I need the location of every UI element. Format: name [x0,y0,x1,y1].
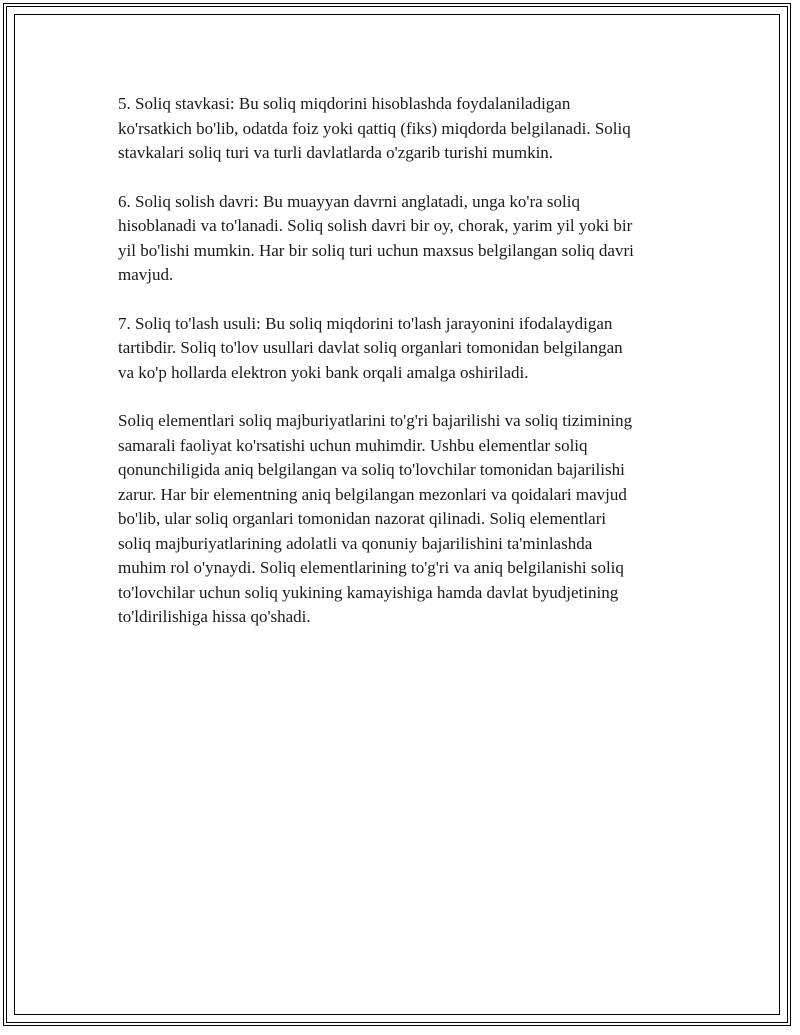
text-line: 7. Soliq to'lash usuli: Bu soliq miqdorini to'lash jarayonini ifodalaydigan [118,313,613,333]
paragraph-soliq-stavkasi [118,92,678,166]
text-line: mavjud. [118,265,174,284]
text-line: yil bo'lishi mumkin. Har bir soliq turi uchun maxsus belgilangan soliq davri [118,240,634,260]
paragraph-soliq-tolash-usuli [118,312,678,386]
text-line: Soliq elementlari soliq majburiyatlarini to'g'ri bajarilishi va soliq tizimining [118,411,633,430]
paragraph-soliq-solish-davri [118,190,678,288]
document-body [118,92,678,654]
text-line: stavkalari soliq turi va turli davlatlarda o'zgarib turishi mumkin. [118,143,554,162]
text-line: to'lovchilar uchun soliq yukining kamayishiga hamda davlat byudjetining [118,582,619,602]
text-line: to'ldirilishiga hissa qo'shadi. [118,607,311,626]
text-line: 6. Soliq solish davri: Bu muayyan davrni anglatadi, unga ko'ra soliq [118,191,580,211]
text-line: tartibdir. Soliq to'lov usullari davlat soliq organlari tomonidan belgilangan [118,338,623,357]
paragraph-xulosa [118,409,678,630]
text-line: muhim rol o'ynaydi. Soliq elementlarining to'g'ri va aniq belgilanishi soliq [118,558,624,577]
text-line: bo'lib, ular soliq organlari tomonidan nazorat qilinadi. Soliq elementlari [118,509,607,528]
text-line: 5. Soliq stavkasi: Bu soliq miqdorini hisoblashda foydalaniladigan [118,94,571,113]
text-line: samarali faoliyat ko'rsatishi uchun muhimdir. Ushbu elementlar soliq [118,435,588,455]
text-line: ko'rsatkich bo'lib, odatda foiz yoki qattiq (fiks) miqdorda belgilanadi. Soliq [118,118,631,138]
text-line: soliq majburiyatlarining adolatli va qonuniy bajarilishini ta'minlashda [118,533,593,553]
text-line: va ko'p hollarda elektron yoki bank orqali amalga oshiriladi. [118,362,529,382]
text-line: zarur. Har bir elementning aniq belgilangan mezonlari va qoidalari mavjud [118,484,627,504]
text-line: hisoblanadi va to'lanadi. Soliq solish davri bir oy, chorak, yarim yil yoki bir [118,216,633,235]
text-line: qonunchiligida aniq belgilangan va soliq to'lovchilar tomonidan bajarilishi [118,460,625,479]
